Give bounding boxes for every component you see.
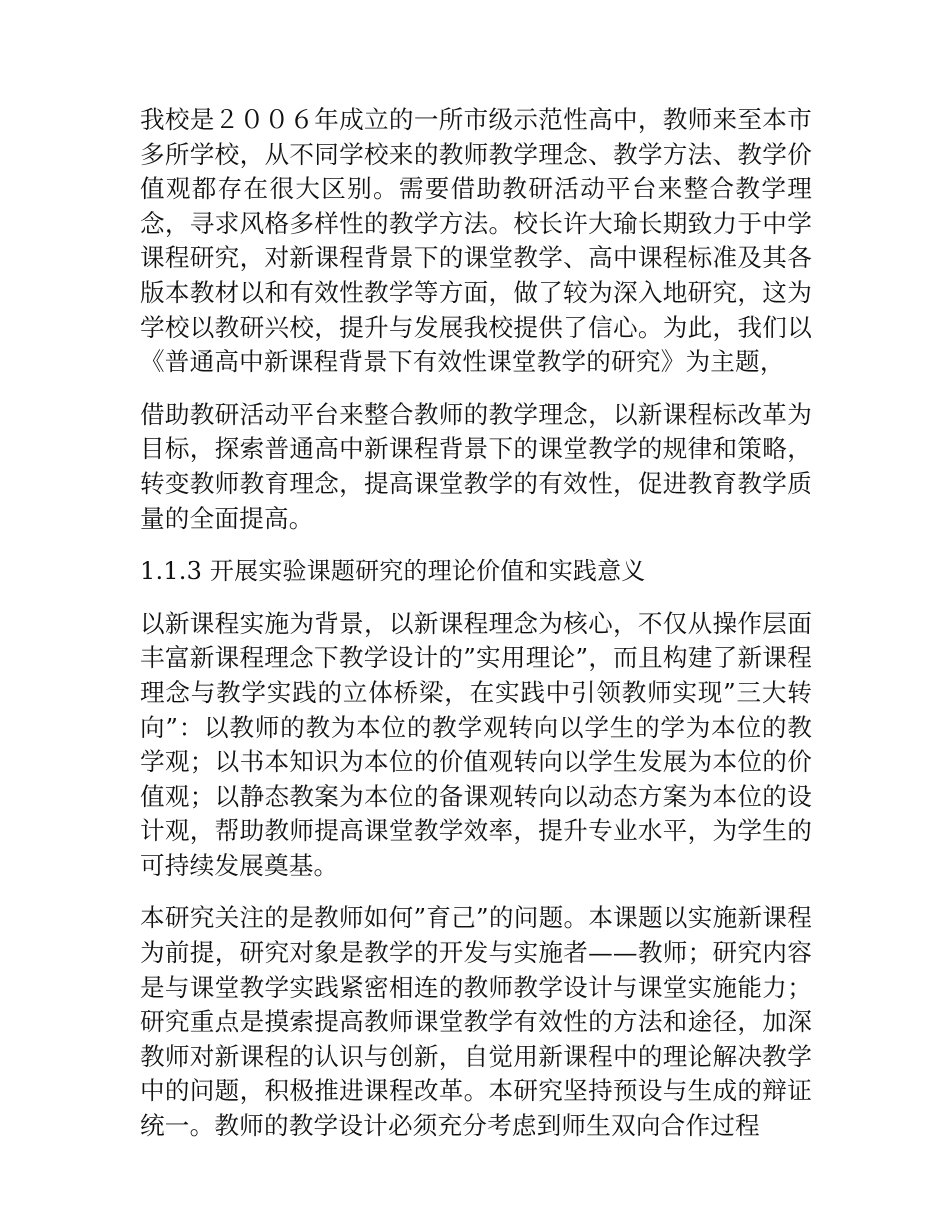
paragraph-research-focus: 本研究关注的是教师如何”育己”的问题。本课题以实施新课程为前提，研究对象是教学的开发与实施者——教师；研究内容是与课堂教学实践紧密相连的教师教学设计与课堂实施能力；研究重点是摸索提高教师课堂教学有效性的方法和途径，加深教师对新课程的认识与创新，自觉用新课程中的理论解决教学中的问题，积极推进课程改革。本研究坚持预设与生成的辩证统一。教师的教学设计必须充分考虑到师生双向合作过程 [140,903,812,1141]
paragraph-research-goal: 借助教研活动平台来整合教师的教学理念，以新课程标改革为目标，探索普通高中新课程背景下的课堂教学的规律和策略，转变教师教育理念，提高课堂教学的有效性，促进教育教学质量的全面提高。 [140,399,812,533]
document-body [140,103,812,1162]
paragraph-theory-value: 以新课程实施为背景，以新课程理念为核心，不仅从操作层面丰富新课程理念下教学设计的”实用理论”，而且构建了新课程理念与教学实践的立体桥梁，在实践中引领教师实现”三大转向”：以教师的教为本位的教学观转向以学生的学为本位的教学观；以书本知识为本位的价值观转向以学生发展为本位的价值观；以静态教案为本位的备课观转向以动态方案为本位的设计观，帮助教师提高课堂教学效率，提升专业水平，为学生的可持续发展奠基。 [140,608,812,880]
section-heading-1-1-3: 1.1.3 开展实验课题研究的理论价值和实践意义 [140,557,646,586]
paragraph-school-background: 我校是２００６年成立的一所市级示范性高中，教师来至本市多所学校，从不同学校来的教师教学理念、教学方法、教学价值观都存在很大区别。需要借助教研活动平台来整合教学理念，寻求风格多样性的教学方法。校长许大瑜长期致力于中学课程研究，对新课程背景下的课堂教学、高中课程标准及其各版本教材以和有效性教学等方面，做了较为深入地研究，这为学校以教研兴校，提升与发展我校提供了信心。为此，我们以《普通高中新课程背景下有效性课堂教学的研究》为主题， [140,105,812,377]
